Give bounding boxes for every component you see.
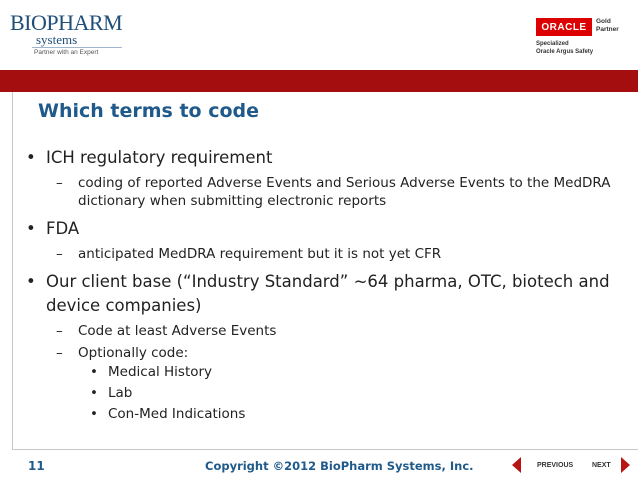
biopharm-logo: [10, 10, 140, 60]
item-medical-history: • Medical History: [22, 362, 622, 383]
frame-left-border: [12, 92, 13, 449]
slide-content: [22, 146, 622, 425]
next-button[interactable]: [592, 457, 630, 473]
partner-spec-line-1: Specialized: [536, 41, 569, 47]
header-red-bar: [0, 70, 638, 92]
sub-bullet-ich-coding: – coding of reported Adverse Events and Serious Adverse Events to the MedDRA dictionary when submitting electronic reports: [22, 174, 622, 210]
arrow-right-icon: [621, 457, 630, 473]
slide-title: Which terms to code: [38, 100, 260, 122]
item-lab: • Lab: [22, 383, 622, 404]
bullet-fda: • FDA: [22, 217, 622, 241]
logo-divider: [32, 47, 122, 48]
previous-button[interactable]: [512, 457, 573, 473]
oracle-logo: ORACLE: [536, 18, 592, 36]
previous-label: PREVIOUS: [537, 461, 574, 469]
sub-bullet-optionally-code: – Optionally code:: [22, 344, 622, 362]
bullet-ich: • ICH regulatory requirement: [22, 146, 622, 170]
oracle-partner-badge: [536, 18, 626, 66]
partner-specialization: [536, 40, 593, 56]
logo-tagline: Partner with an Expert: [34, 49, 99, 56]
partner-spec-line-2: Oracle Argus Safety: [536, 49, 594, 55]
partner-level: Gold Partner: [596, 18, 619, 33]
logo-main-text: BIOPHARM: [10, 10, 123, 35]
item-con-med-indications: • Con-Med Indications: [22, 404, 622, 425]
arrow-left-icon: [512, 457, 521, 473]
copyright-text: Copyright ©2012 BioPharm Systems, Inc.: [205, 459, 474, 473]
sub-bullet-fda-meddra: – anticipated MedDRA requirement but it is not yet CFR: [22, 245, 622, 263]
slide-number: 11: [28, 459, 45, 473]
frame-bottom-border: [12, 449, 638, 450]
next-label: NEXT: [592, 461, 611, 469]
sub-bullet-code-ae: – Code at least Adverse Events: [22, 322, 622, 340]
logo-sub-text: systems: [36, 32, 78, 47]
bullet-client-base: • Our client base (“Industry Standard” ~64 pharma, OTC, biotech and device companies): [22, 270, 622, 318]
